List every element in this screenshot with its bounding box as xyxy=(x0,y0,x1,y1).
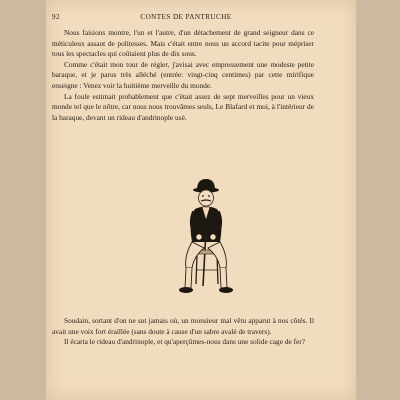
text-block-bottom xyxy=(52,316,314,348)
seated-man-illustration xyxy=(170,176,240,300)
paragraph: La foule estimait probablement que c'était assez de sept merveilles pour un vieux monde tel que le nôtre, car nous nous trouvâmes seuls, Le Blafard et moi, à l'intérieur de la baraque, devant un rideau d'andrinople usé. xyxy=(52,91,314,122)
paragraph: Soudain, sortant d'on ne sut jamais où, un monsieur mal vêtu apparut à nos côtés. Il avait une voix fort éraillée (sans doute à cause d'un sabre avalé de travers). xyxy=(52,316,314,336)
page-header xyxy=(52,13,320,25)
paragraph: Nous faisions montre, l'un et l'autre, d'un détachement de grand seigneur dans ce méticuleux assaut de politesses. Mais c'était entre nous un accord tacite pour mépriser tous les spectacles qui coûtaient plus de dix sous. xyxy=(52,28,314,59)
text-block-top xyxy=(52,28,314,123)
paragraph: Comme c'était mon tour de régler, j'avisai avec empressement une modeste petite baraque, et je parus très alléché (entrée: vingt-cinq centimes) par cette mirifique enseigne : Venez voir la huitième merveille du monde. xyxy=(52,59,314,90)
running-title: CONTES DE PANTRUCHE xyxy=(140,13,232,21)
paragraph: Il écarta le rideau d'andrinople, et qu'aperçûmes-nous dans une solide cage de fer? xyxy=(64,337,306,347)
page-number: 92 xyxy=(52,13,60,21)
